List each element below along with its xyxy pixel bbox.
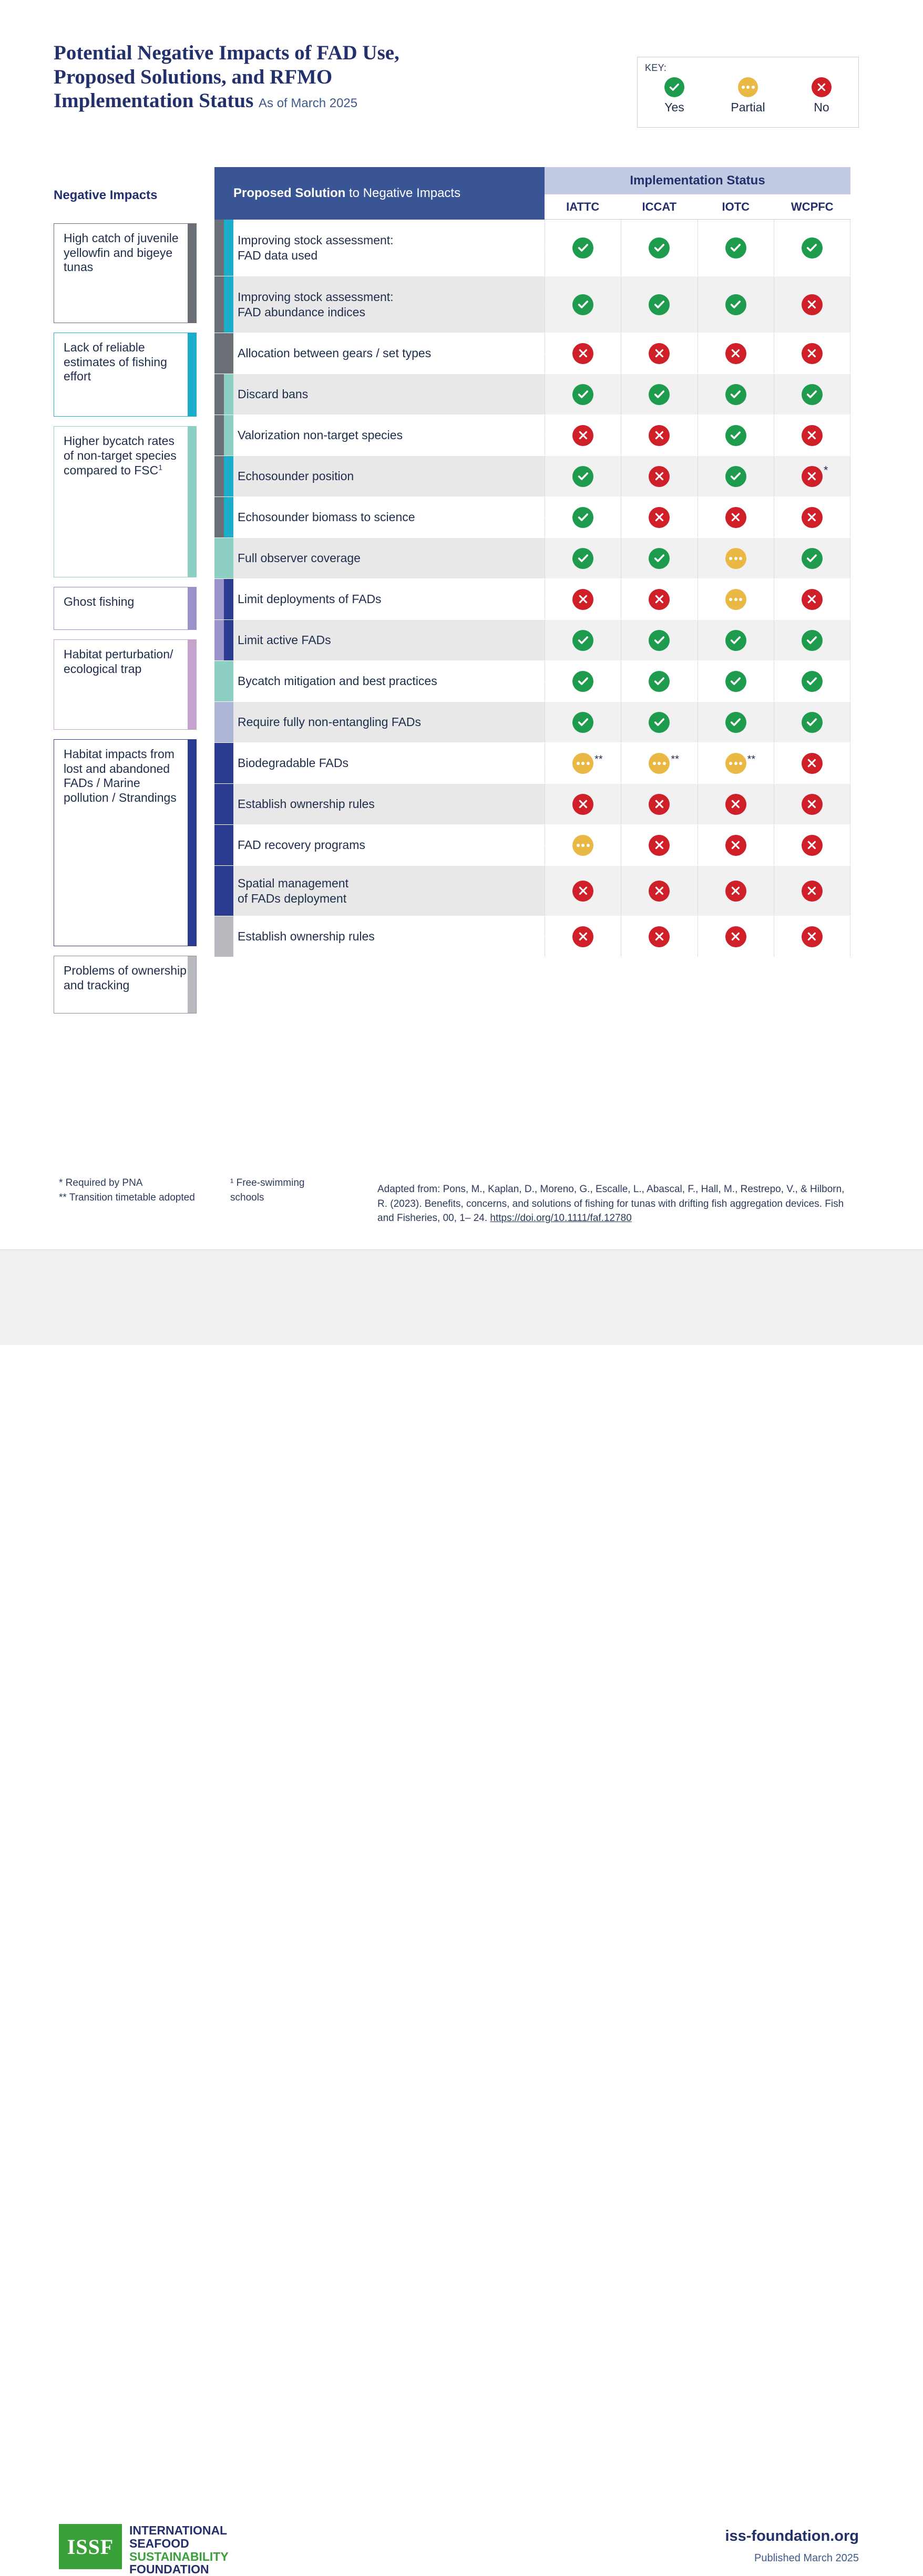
negative-impact-box [54,956,197,1013]
negative-impact-label: Lack of reliable estimates of fishing effort [64,340,167,384]
table-row [214,661,850,702]
solution-label: Improving stock assessment: FAD abundance indices [238,290,394,319]
legend-item-no [785,77,858,115]
table-row [214,784,850,825]
footnote-marker: ** [747,753,756,765]
status-cell-iattc[interactable] [545,702,621,742]
check-circle-icon [572,466,593,487]
footnote-marker: ** [671,753,679,765]
solution-label-cell [214,916,545,957]
site-info [725,2528,859,2564]
solution-label: Biodegradable FADs [238,756,348,770]
solution-label-cell [214,825,545,865]
website-url[interactable]: iss-foundation.org [725,2528,859,2544]
footnote-marker: ** [594,753,603,765]
dots-circle-icon [572,835,593,856]
label-nose [526,743,545,783]
title-line-1: Potential Negative Impacts of FAD Use, [54,42,399,64]
x-circle-icon [572,926,593,947]
status-cell-iccat[interactable] [621,276,697,333]
x-circle-icon [802,425,823,446]
status-cell-wcpfc[interactable] [774,333,850,374]
table-row [214,497,850,538]
label-nose [526,620,545,660]
status-cell-iotc[interactable] [698,743,774,783]
status-cell-wcpfc[interactable] [774,497,850,537]
x-circle-icon [572,881,593,902]
status-cell-iccat[interactable] [621,579,697,619]
solution-label: Full observer coverage [238,551,361,565]
footnote-pna: * Required by PNA [59,1177,143,1188]
page-footer [0,1249,923,2576]
solution-label: Echosounder biomass to science [238,510,415,524]
negative-impact-label: Higher bycatch rates of non-target species compared to FSC$^1$ [64,434,177,477]
label-nose [526,333,545,374]
solution-label: Bycatch mitigation and best practices [238,674,437,688]
x-circle-icon [572,343,593,364]
logo-line-1: INTERNATIONAL [129,2523,228,2537]
check-circle-icon [572,630,593,651]
legend-key [637,57,859,128]
rfmo-header-iotc: IOTC [698,194,774,220]
status-row [545,415,850,456]
table-row [214,456,850,497]
label-nose [526,702,545,742]
check-circle-icon [649,294,670,315]
x-circle-icon [649,343,670,364]
solution-label: Establish ownership rules [238,929,375,944]
status-cell-iotc[interactable] [698,579,774,619]
solution-label: FAD recovery programs [238,838,365,852]
label-nose [526,456,545,496]
implementation-status-header: Implementation Status [545,167,850,194]
x-circle-icon [802,466,823,487]
solution-label: Allocation between gears / set types [238,346,432,360]
impact-color-edge [188,587,196,629]
status-cell-iccat[interactable] [621,743,697,783]
status-cell-iattc[interactable] [545,661,621,701]
footnote-source [377,1182,850,1226]
label-nose [526,825,545,865]
x-circle-icon [572,425,593,446]
check-circle-icon [572,671,593,692]
issf-logo-text [129,2524,229,2576]
status-cell-iotc[interactable] [698,276,774,333]
page-title [54,41,579,113]
status-row [545,333,850,374]
check-circle-icon [649,384,670,405]
status-row [545,374,850,415]
x-circle-icon [725,835,746,856]
table-row [214,620,850,661]
rfmo-header-iccat: ICCAT [621,194,698,220]
x-circle-icon [802,794,823,815]
status-cell-iotc[interactable] [698,497,774,537]
title-line-3: Implementation Status [54,89,254,112]
negative-impact-box [54,587,197,630]
status-row [545,620,850,660]
negative-impact-label: Habitat impacts from lost and abandoned FADs / Marine pollution / Strandings [64,747,177,804]
x-circle-icon [725,926,746,947]
check-circle-icon [725,237,746,258]
rfmo-header-row [545,194,850,220]
legend-items [638,77,858,115]
status-cell-iccat[interactable] [621,866,697,916]
status-cell-wcpfc[interactable] [774,661,850,701]
status-cell-iccat[interactable] [621,415,697,456]
solution-label: Discard bans [238,387,309,401]
check-circle-icon [649,237,670,258]
status-cell-iotc[interactable] [698,702,774,742]
dots-circle-icon [738,77,758,97]
status-row [545,661,850,701]
status-cell-wcpfc[interactable] [774,456,850,496]
x-circle-icon [572,589,593,610]
solution-label-cell [214,415,545,456]
impact-color-edge [188,740,196,946]
x-circle-icon [649,835,670,856]
status-cell-iattc[interactable] [545,456,621,496]
label-nose [526,661,545,701]
status-cell-wcpfc[interactable] [774,579,850,619]
negative-impact-label: Problems of ownership and tracking [64,964,187,992]
check-circle-icon [649,712,670,733]
negative-impacts-list [54,223,197,1023]
status-cell-iotc[interactable] [698,866,774,916]
status-cell-iattc[interactable] [545,784,621,824]
solution-label-cell [214,374,545,415]
check-circle-icon [725,630,746,651]
negative-impact-box [54,223,197,323]
source-text: Adapted from: Pons, M., Kaplan, D., Moreno, G., Escalle, L., Abascal, F., Hall, M., Restrepo, V., & Hilborn, R. (2023). Benefits, concerns, and solutions of fishing for tunas with drifting fish aggregation devices. Fish and Fisheries, 00, 1– 24. [377,1184,845,1224]
label-nose [526,579,545,619]
x-circle-icon [802,294,823,315]
status-row [545,497,850,537]
dots-circle-icon [649,753,670,774]
status-cell-wcpfc[interactable] [774,620,850,660]
status-cell-iotc[interactable] [698,220,774,276]
status-cell-wcpfc[interactable] [774,784,850,824]
solution-label-cell [214,620,545,660]
negative-impact-label: Habitat perturbation/ ecological trap [64,647,173,676]
label-nose [526,538,545,578]
impact-color-edge [188,640,196,729]
status-cell-iotc[interactable] [698,661,774,701]
status-row [545,456,850,496]
solution-header-light: to Negative Impacts [345,186,461,200]
legend-caption: Partial [731,100,765,114]
solution-label-cell [214,276,545,333]
negative-impacts-heading: Negative Impacts [54,188,158,202]
check-circle-icon [802,237,823,258]
status-row [545,220,850,276]
status-row [545,579,850,619]
status-row [545,743,850,783]
status-cell-iotc[interactable] [698,374,774,415]
table-row [214,374,850,415]
dots-circle-icon [572,753,593,774]
check-circle-icon [649,630,670,651]
check-circle-icon [725,384,746,405]
status-cell-wcpfc[interactable] [774,220,850,276]
check-circle-icon [572,507,593,528]
x-circle-icon [802,926,823,947]
status-cell-iotc[interactable] [698,538,774,578]
solution-label-cell [214,333,545,374]
issf-logo [59,2524,229,2576]
title-block [54,41,579,113]
check-circle-icon [572,384,593,405]
rfmo-header-iattc: IATTC [545,194,621,220]
check-circle-icon [572,712,593,733]
status-cell-wcpfc[interactable] [774,276,850,333]
status-cell-iattc[interactable] [545,220,621,276]
impact-color-edge [188,224,196,323]
x-circle-icon [802,507,823,528]
issf-logo-mark: ISSF [59,2524,122,2569]
dots-circle-icon [725,753,746,774]
label-nose [526,276,545,333]
x-circle-icon [802,881,823,902]
solution-label-cell [214,743,545,783]
status-cell-iotc[interactable] [698,415,774,456]
status-cell-iattc[interactable] [545,866,621,916]
table-row [214,415,850,456]
negative-impact-box [54,739,197,946]
x-circle-icon [812,77,832,97]
negative-impact-label: High catch of juvenile yellowfin and bigeye tunas [64,231,179,274]
solution-label-cell [214,579,545,619]
negative-impact-label: Ghost fishing [64,595,135,608]
label-nose [526,916,545,957]
table-row [214,538,850,579]
status-cell-wcpfc[interactable] [774,825,850,865]
status-cell-iccat[interactable] [621,374,697,415]
x-circle-icon [649,507,670,528]
status-cell-wcpfc[interactable] [774,743,850,783]
check-circle-icon [725,294,746,315]
check-circle-icon [802,671,823,692]
check-circle-icon [802,630,823,651]
status-cell-iattc[interactable] [545,538,621,578]
title-line-2: Proposed Solutions, and RFMO [54,65,333,88]
status-row [545,538,850,578]
solution-label-cell [214,866,545,916]
solution-label-cell [214,661,545,701]
status-cell-wcpfc[interactable] [774,415,850,456]
solution-label-cell [214,784,545,824]
x-circle-icon [649,589,670,610]
x-circle-icon [649,881,670,902]
solution-label: Valorization non-target species [238,428,403,442]
check-circle-icon [572,548,593,569]
impact-color-edge [188,427,196,577]
label-nose [526,866,545,916]
status-cell-iotc[interactable] [698,825,774,865]
status-cell-iotc[interactable] [698,456,774,496]
status-row [545,866,850,916]
status-cell-wcpfc[interactable] [774,538,850,578]
check-circle-icon [725,712,746,733]
status-cell-iattc[interactable] [545,743,621,783]
footnote-marker: * [823,463,828,477]
footnote-fsc: ¹ Free-swimming schools [230,1177,305,1203]
status-cell-wcpfc[interactable] [774,702,850,742]
published-date: Published March 2025 [754,2552,859,2564]
status-cell-iotc[interactable] [698,333,774,374]
check-circle-icon [802,548,823,569]
solution-label-cell [214,538,545,578]
table-row [214,743,850,784]
solution-label: Require fully non-entangling FADs [238,715,422,729]
status-row [545,916,850,957]
table-row [214,825,850,866]
solution-label-cell [214,220,545,276]
status-cell-iccat[interactable] [621,497,697,537]
status-cell-iotc[interactable] [698,784,774,824]
logo-line-2: SEAFOOD [129,2536,189,2550]
x-circle-icon [725,507,746,528]
status-cell-iccat[interactable] [621,661,697,701]
status-cell-iccat[interactable] [621,916,697,957]
check-circle-icon [649,548,670,569]
solution-label-cell [214,456,545,496]
status-row [545,276,850,333]
legend-caption: Yes [664,100,684,114]
x-circle-icon [725,343,746,364]
x-circle-icon [802,835,823,856]
table-row [214,702,850,743]
status-cell-wcpfc[interactable] [774,866,850,916]
logo-line-4: FOUNDATION [129,2562,209,2576]
negative-impact-box [54,639,197,730]
x-circle-icon [802,343,823,364]
legend-label: KEY: [645,63,667,73]
check-circle-icon [664,77,684,97]
impact-color-edge [188,956,196,1013]
status-row [545,784,850,824]
table-row [214,333,850,374]
table-row [214,579,850,620]
x-circle-icon [649,794,670,815]
check-circle-icon [802,712,823,733]
label-nose [526,415,545,456]
status-cell-iccat[interactable] [621,333,697,374]
status-cell-iattc[interactable] [545,497,621,537]
solution-label-cell [214,702,545,742]
check-circle-icon [649,671,670,692]
status-cell-iccat[interactable] [621,825,697,865]
solution-label: Establish ownership rules [238,797,375,811]
x-circle-icon [725,794,746,815]
check-circle-icon [572,294,593,315]
legend-caption: No [814,100,829,114]
status-cell-iotc[interactable] [698,916,774,957]
solution-header-bold: Proposed Solution [233,186,346,200]
solution-label: Echosounder position [238,469,354,483]
x-circle-icon [649,466,670,487]
x-circle-icon [725,881,746,902]
label-nose [526,220,545,276]
x-circle-icon [572,794,593,815]
legend-item-partial [711,77,785,115]
table-row [214,220,850,276]
x-circle-icon [649,425,670,446]
x-circle-icon [802,589,823,610]
status-row [545,825,850,865]
status-row [545,702,850,742]
status-cell-iccat[interactable] [621,784,697,824]
check-circle-icon [725,671,746,692]
status-cell-iattc[interactable] [545,825,621,865]
footnote-left [59,1176,217,1205]
rfmo-header-wcpfc: WCPFC [774,194,851,220]
table-row [214,916,850,957]
status-cell-iattc[interactable] [545,415,621,456]
table-row [214,276,850,333]
footnote-timetable: ** Transition timetable adopted [59,1192,195,1203]
status-cell-iattc[interactable] [545,276,621,333]
status-cell-iccat[interactable] [621,456,697,496]
solution-label: Limit deployments of FADs [238,592,382,606]
solution-label: Limit active FADs [238,633,331,647]
status-cell-iattc[interactable] [545,374,621,415]
dots-circle-icon [725,589,746,610]
solution-label: Improving stock assessment: FAD data used [238,233,394,262]
status-cell-iattc[interactable] [545,916,621,957]
solution-label-cell [214,497,545,537]
solution-column-header [214,167,545,220]
negative-impact-box [54,333,197,417]
check-circle-icon [802,384,823,405]
impact-color-edge [188,333,196,416]
dots-circle-icon [725,548,746,569]
check-circle-icon [725,466,746,487]
doi-link[interactable]: https://doi.org/10.1111/faf.12780 [490,1213,632,1224]
table-body [214,220,850,957]
legend-item-yes [638,77,711,115]
x-circle-icon [802,753,823,774]
label-nose [526,497,545,537]
x-circle-icon [649,926,670,947]
status-cell-wcpfc[interactable] [774,916,850,957]
table-row [214,866,850,916]
logo-line-3: SUSTAINABILITY [129,2549,229,2563]
status-cell-iattc[interactable] [545,579,621,619]
status-cell-iattc[interactable] [545,620,621,660]
negative-impact-box [54,426,197,577]
check-circle-icon [572,237,593,258]
label-nose [526,374,545,415]
solution-label: Spatial management of FADs deployment [238,876,348,905]
status-cell-iotc[interactable] [698,620,774,660]
label-nose [526,784,545,824]
status-cell-iattc[interactable] [545,333,621,374]
as-of-date: As of March 2025 [259,96,358,111]
status-cell-iccat[interactable] [621,702,697,742]
status-cell-iccat[interactable] [621,620,697,660]
status-cell-iccat[interactable] [621,538,697,578]
status-cell-iccat[interactable] [621,220,697,276]
check-circle-icon [725,425,746,446]
status-cell-wcpfc[interactable] [774,374,850,415]
